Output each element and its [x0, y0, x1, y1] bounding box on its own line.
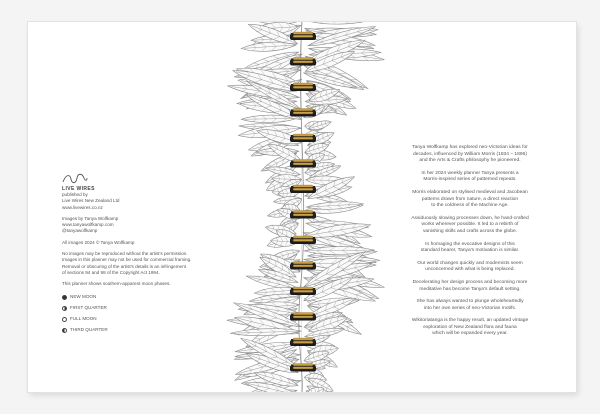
copyright-line: All images 2024 © Tanya Wolfkamp [62, 239, 135, 245]
credit-line: Images by Tanya Wolfkamp [62, 215, 119, 221]
intro-paragraph [390, 171, 550, 184]
binding-ring [290, 364, 316, 372]
legend-item [62, 292, 202, 303]
binding-ring [290, 338, 316, 346]
legend-label: FIRST QUARTER [70, 304, 107, 310]
intro-paragraph [390, 145, 550, 165]
binding-ring [290, 211, 316, 219]
legend-label: NEW MOON [70, 293, 97, 299]
legend-item [62, 325, 202, 336]
publisher-block [62, 192, 202, 211]
intro-line: In homaging the evocative designs of this [425, 241, 515, 247]
binding-ring [290, 109, 316, 117]
intro-line: meditative has become Tanya's default setting. [419, 286, 521, 292]
new-moon-icon [62, 295, 67, 300]
intro-line: Assiduously slowing processes down, he hand-crafted [411, 215, 529, 221]
intro-line: works wherever possible. It led to a rebirth of [421, 222, 519, 228]
binding-ring [290, 58, 316, 66]
legend-item [62, 303, 202, 314]
binding-ring [290, 313, 316, 321]
rights-line: Removal or obscuring of the artist's details is an infringement [62, 263, 186, 269]
intro-line: vanishing skills and crafts across the globe. [422, 228, 518, 234]
binding-ring [290, 262, 316, 270]
binding-ring [290, 160, 316, 168]
intro-paragraph [390, 318, 550, 338]
binding-ring [290, 287, 316, 295]
intro-line: Decelerating her design process and becoming more [412, 279, 528, 285]
full-moon-icon [62, 317, 67, 322]
wire-swirl-icon [62, 172, 88, 184]
intro-line: decades, influenced by William Morris (1834 – 1896) [413, 151, 527, 157]
third-quarter-icon [62, 328, 67, 333]
binding-ring [290, 236, 316, 244]
moon-note: This planner shows southern-apparent moon phases. [62, 281, 171, 287]
legend-label: THIRD QUARTER [70, 326, 108, 332]
legend-item [62, 314, 202, 325]
brand-name: LIVE WIRES [62, 186, 95, 192]
intro-line: Morris elaborated on stylised medieval and Jacobean [412, 189, 528, 195]
intro-line: exploration of New Zealand flora and fauna [423, 324, 517, 330]
publisher-line: www.livewires.co.nz [62, 204, 103, 210]
credit-line: www.tanyawolfkamp.com [62, 222, 114, 228]
publisher-logo [62, 172, 202, 184]
intro-line: and the Arts & Crafts philosophy he pioneered. [419, 158, 521, 164]
intro-line: to the coldness of the Machine Age. [431, 203, 509, 209]
rights-line: of sections 94 and 98 of the Copyright Act 1994. [62, 269, 160, 275]
rights-line: Images in this planner may not be used for commercial framing. [62, 257, 192, 263]
binding-ring [290, 32, 316, 40]
intro-paragraph [390, 261, 550, 274]
first-quarter-icon [62, 306, 67, 311]
rights-line: No images may be reproduced without the artist's permission. [62, 251, 188, 257]
credit-line: @tanyawolfkamp [62, 228, 98, 234]
intro-paragraph [390, 299, 550, 312]
intro-paragraph [390, 242, 550, 255]
binding-ring [290, 83, 316, 91]
publisher-line: Live Wires New Zealand Ltd [62, 198, 120, 204]
planner-spread [28, 22, 576, 392]
intro-line: She has always wanted to plunge wholeheartedly [416, 299, 524, 305]
binding-ring [290, 185, 316, 193]
images-credit-block [62, 216, 202, 235]
intro-line: patterns drawn from nature, a direct reaction [421, 196, 519, 202]
intro-line: standard bearer, Tanya's motivation is similar. [420, 248, 520, 254]
intro-line: which will be expanded every year. [432, 331, 508, 337]
foliage-illustration [200, 22, 405, 392]
rights-notice [62, 251, 202, 276]
legend-label: FULL MOON [70, 315, 97, 321]
moon-phase-legend [62, 292, 202, 336]
intro-text [390, 145, 550, 344]
intro-line: Wikitoriatanga is the happy result, an updated vintage [411, 318, 529, 324]
intro-line: into her own series of neo-Victorian motifs. [423, 305, 517, 311]
intro-paragraph [390, 216, 550, 236]
intro-line: Morris-inspired series of patterned repeats. [423, 177, 517, 183]
intro-line: unconcerned with what is being replaced. [425, 267, 515, 273]
publisher-line: published by [62, 192, 88, 197]
intro-line: In her 2024 weekly planner Tanya presents a [421, 170, 519, 176]
colophon [62, 172, 202, 336]
intro-line: Our world changes quickly and modernists seem [417, 260, 523, 266]
intro-line: Tanya Wolfkamp has explored neo-Victorian ideas for [412, 145, 528, 150]
binding-ring [290, 134, 316, 142]
intro-paragraph [390, 190, 550, 210]
intro-paragraph [390, 280, 550, 293]
